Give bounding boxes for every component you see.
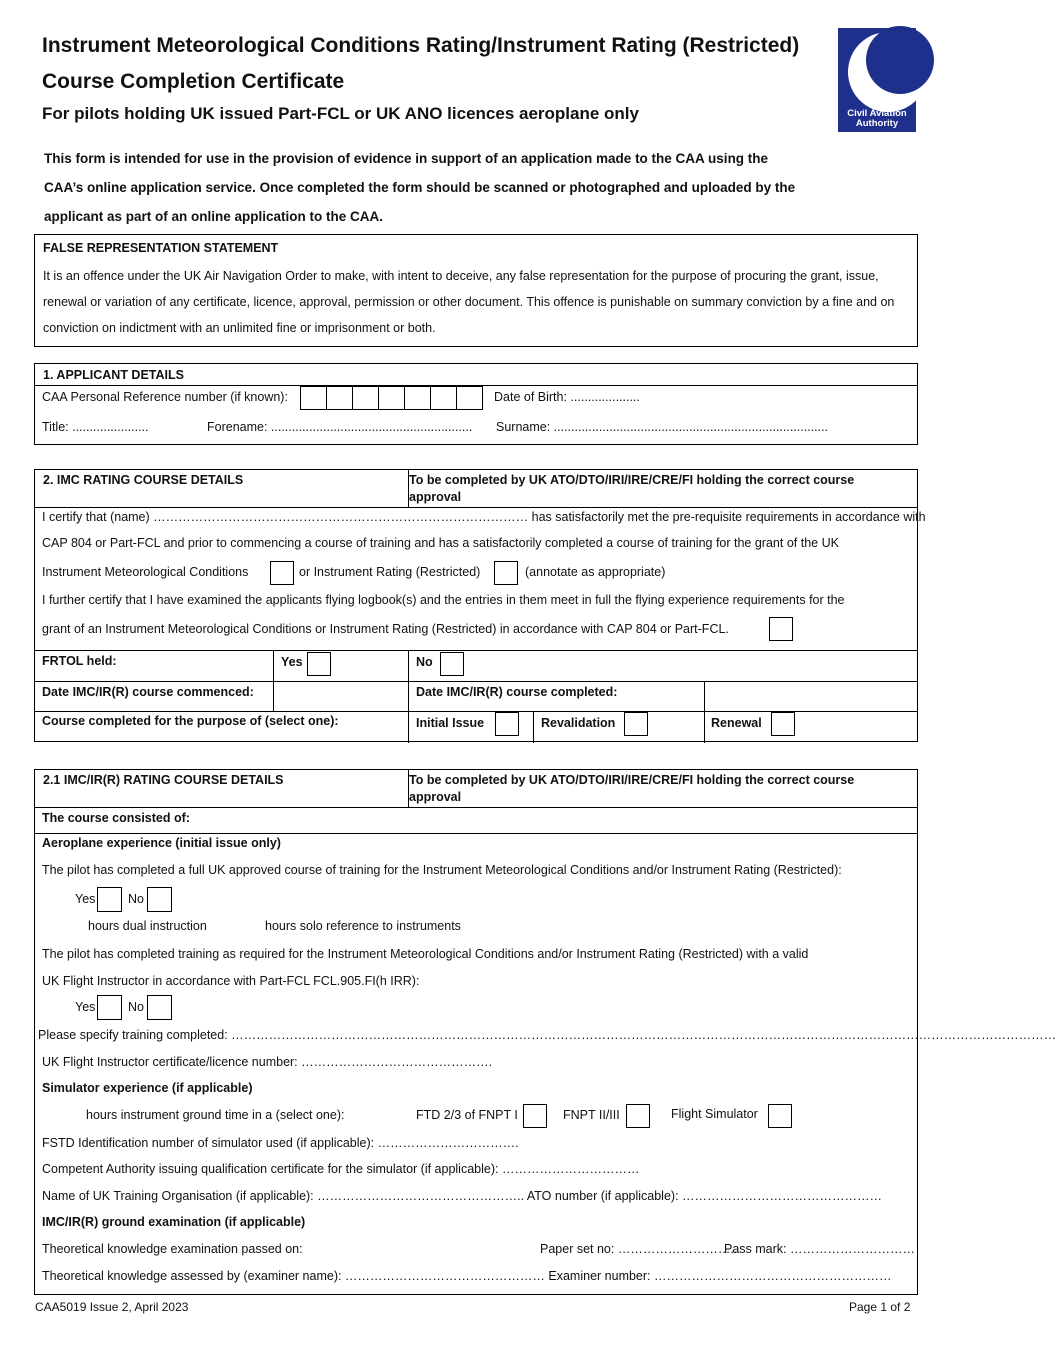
course-details-section xyxy=(34,769,1056,1295)
simulator-heading: Simulator experience (if applicable) xyxy=(42,1081,253,1095)
certify-line-1: I certify that (name) ……………………………………………………………………………… has satisfactorily met the pre-requisite requirements in accordance with xyxy=(42,510,926,524)
training-yes-checkbox[interactable] xyxy=(97,995,122,1020)
certify-line-5: grant of an Instrument Meteorological Conditions or Instrument Rating (Restricted) in accordance with CAP 804 or Part-FCL. xyxy=(42,622,729,636)
false-statement-section xyxy=(34,234,918,347)
frtol-no-label: No xyxy=(416,655,433,669)
caa-ref-digit-2[interactable] xyxy=(326,386,353,410)
renewal-checkbox[interactable] xyxy=(771,712,795,736)
imc-course-section xyxy=(34,469,926,742)
certify-line-2: CAP 804 or Part-FCL and prior to commencing a course of training and has a satisfactorily completed a course of training for the grant of the UK xyxy=(42,536,839,550)
purpose-label: Course completed for the purpose of (select one): xyxy=(42,714,339,728)
fnpt-label: FNPT II/III xyxy=(563,1108,620,1122)
full-course-text: The pilot has completed a full UK approved course of training for the Instrument Meteorological Conditions and/or Instrument Rating (Restricted): xyxy=(42,863,842,877)
full-course-yes-checkbox[interactable] xyxy=(97,887,122,912)
renewal-label: Renewal xyxy=(711,716,762,730)
logo-text-line2: Authority xyxy=(855,118,899,129)
caa-ref-digit-1[interactable] xyxy=(300,386,327,410)
intro-text: This form is intended for use in the provision of evidence in support of an application made to the CAA using the CAA’s online application service. Once completed the form should be scanned or photographed and uploaded by the applicant as part of an online application to the CAA. xyxy=(44,151,796,224)
training-yes-label: Yes xyxy=(75,1000,96,1014)
pass-mark-field[interactable]: Pass mark: ………………………… xyxy=(724,1242,915,1256)
specify-training-field[interactable]: Please specify training completed: ……………………………………………………………………………………………………………………………………………………………………………… xyxy=(38,1028,1056,1042)
fstd-id-field[interactable]: FSTD Identification number of simulator used (if applicable): ……………………………. xyxy=(42,1136,519,1150)
hours-dual-label: hours dual instruction xyxy=(88,919,207,933)
revalidation-checkbox[interactable] xyxy=(624,712,648,736)
initial-issue-label: Initial Issue xyxy=(416,716,485,730)
full-course-yes-label: Yes xyxy=(75,892,96,906)
fnpt-checkbox[interactable] xyxy=(626,1104,650,1128)
caa-ref-digit-4[interactable] xyxy=(378,386,405,410)
form-reference: CAA5019 Issue 2, April 2023 xyxy=(35,1300,189,1314)
irr-checkbox[interactable] xyxy=(494,561,518,585)
training-org-field[interactable]: Name of UK Training Organisation (if applicable): ………………………………………….. ATO number (if applicable): ………………………………………… xyxy=(42,1189,883,1203)
caa-logo xyxy=(838,28,916,132)
frtol-no-checkbox[interactable] xyxy=(440,652,464,676)
frtol-yes-label: Yes xyxy=(281,655,303,669)
certify-line-3b: or Instrument Rating (Restricted) xyxy=(299,565,481,579)
competent-authority-field[interactable]: Competent Authority issuing qualification certificate for the simulator (if applicable): …………………………… xyxy=(42,1162,640,1176)
aeroplane-heading: Aeroplane experience (initial issue only) xyxy=(42,836,281,850)
course-details-instruction: To be completed by UK ATO/DTO/IRI/IRE/CRE/FI holding the correct course approval xyxy=(409,773,855,804)
completed-label: Date IMC/IR(R) course completed: xyxy=(416,685,618,699)
flight-sim-checkbox[interactable] xyxy=(768,1104,792,1128)
title-field[interactable]: Title: ...................... xyxy=(42,420,149,434)
training-text-2: UK Flight Instructor in accordance with Part-FCL FCL.905.FI(h IRR): xyxy=(42,974,420,988)
form-subtitle: For pilots holding UK issued Part-FCL or UK ANO licences aeroplane only xyxy=(42,104,639,123)
full-course-no-label: No xyxy=(128,892,144,906)
caa-ref-digit-5[interactable] xyxy=(404,386,431,410)
certify-line-3a: Instrument Meteorological Conditions xyxy=(42,565,249,579)
exam-passed-label[interactable]: Theoretical knowledge examination passed on: xyxy=(42,1242,303,1256)
hours-solo-label: hours solo reference to instruments xyxy=(265,919,461,933)
certify-line-4: I further certify that I have examined the applicants flying logbook(s) and the entries in them meet in full the flying experience requirements for the xyxy=(42,593,845,607)
imc-checkbox[interactable] xyxy=(270,561,294,585)
ftd-checkbox[interactable] xyxy=(523,1104,547,1128)
imc-course-instruction: To be completed by UK ATO/DTO/IRI/IRE/CRE/FI holding the correct course approval xyxy=(409,473,855,504)
flight-sim-label: Flight Simulator xyxy=(671,1107,758,1121)
course-details-heading: 2.1 IMC/IR(R) RATING COURSE DETAILS xyxy=(43,773,284,787)
frtol-label: FRTOL held: xyxy=(42,654,117,668)
imc-course-heading: 2. IMC RATING COURSE DETAILS xyxy=(43,473,244,487)
training-no-label: No xyxy=(128,1000,144,1014)
training-text-1: The pilot has completed training as required for the Instrument Meteorological Conditions and/or Instrument Rating (Restricted) with a valid xyxy=(42,947,809,961)
course-consisted-label: The course consisted of: xyxy=(42,811,190,825)
sim-hours-label: hours instrument ground time in a (select one): xyxy=(86,1108,345,1122)
caa-ref-digit-7[interactable] xyxy=(456,386,483,410)
training-no-checkbox[interactable] xyxy=(147,995,172,1020)
ground-exam-heading: IMC/IR(R) ground examination (if applicable) xyxy=(42,1215,306,1229)
false-statement-heading: FALSE REPRESENTATION STATEMENT xyxy=(43,241,279,255)
forename-field[interactable]: Forename: .......................................................... xyxy=(207,420,473,434)
paper-set-field[interactable]: Paper set no: ……………………….. xyxy=(540,1242,738,1256)
dob-field[interactable]: Date of Birth: .................... xyxy=(494,390,640,404)
logo-text xyxy=(838,109,916,129)
page-number: Page 1 of 2 xyxy=(849,1300,911,1314)
revalidation-label: Revalidation xyxy=(541,716,616,730)
applicant-section xyxy=(34,363,918,445)
applicant-heading: 1. APPLICANT DETAILS xyxy=(43,368,184,382)
certify-line-3c: (annotate as appropriate) xyxy=(525,565,666,579)
ftd-label: FTD 2/3 of FNPT I xyxy=(416,1108,518,1122)
caa-ref-digit-6[interactable] xyxy=(430,386,457,410)
caa-ref-digit-3[interactable] xyxy=(352,386,379,410)
frtol-yes-checkbox[interactable] xyxy=(307,652,331,676)
surname-field[interactable]: Surname: ............................................................................... xyxy=(496,420,829,434)
commenced-date-field[interactable] xyxy=(274,682,408,711)
caa-ref-label: CAA Personal Reference number (if known): xyxy=(42,390,288,404)
assessed-by-field[interactable]: Theoretical knowledge assessed by (examiner name): ………………………………………… Examiner number: ………………………………………………… xyxy=(42,1269,892,1283)
commenced-label: Date IMC/IR(R) course commenced: xyxy=(42,685,254,699)
false-statement-body: It is an offence under the UK Air Navigation Order to make, with intent to deceive, any false representation for the purpose of procuring the grant, issue, renewal or variation of any certificate, licence, approval, permission or other document. This offence is punishable on summary conviction by a fine and on conviction on indictment with an unlimited fine or imprisonment or both. xyxy=(43,269,895,335)
full-course-no-checkbox[interactable] xyxy=(147,887,172,912)
form-title: Instrument Meteorological Conditions Rating/Instrument Rating (Restricted) Course Completion Certificate xyxy=(42,34,800,93)
initial-issue-checkbox[interactable] xyxy=(495,712,519,736)
instructor-number-field[interactable]: UK Flight Instructor certificate/licence number: ………………………………………. xyxy=(42,1055,493,1069)
completed-date-field[interactable] xyxy=(705,682,917,711)
logbook-checkbox[interactable] xyxy=(769,617,793,641)
logo-text-line1: Civil Aviation xyxy=(847,108,907,119)
